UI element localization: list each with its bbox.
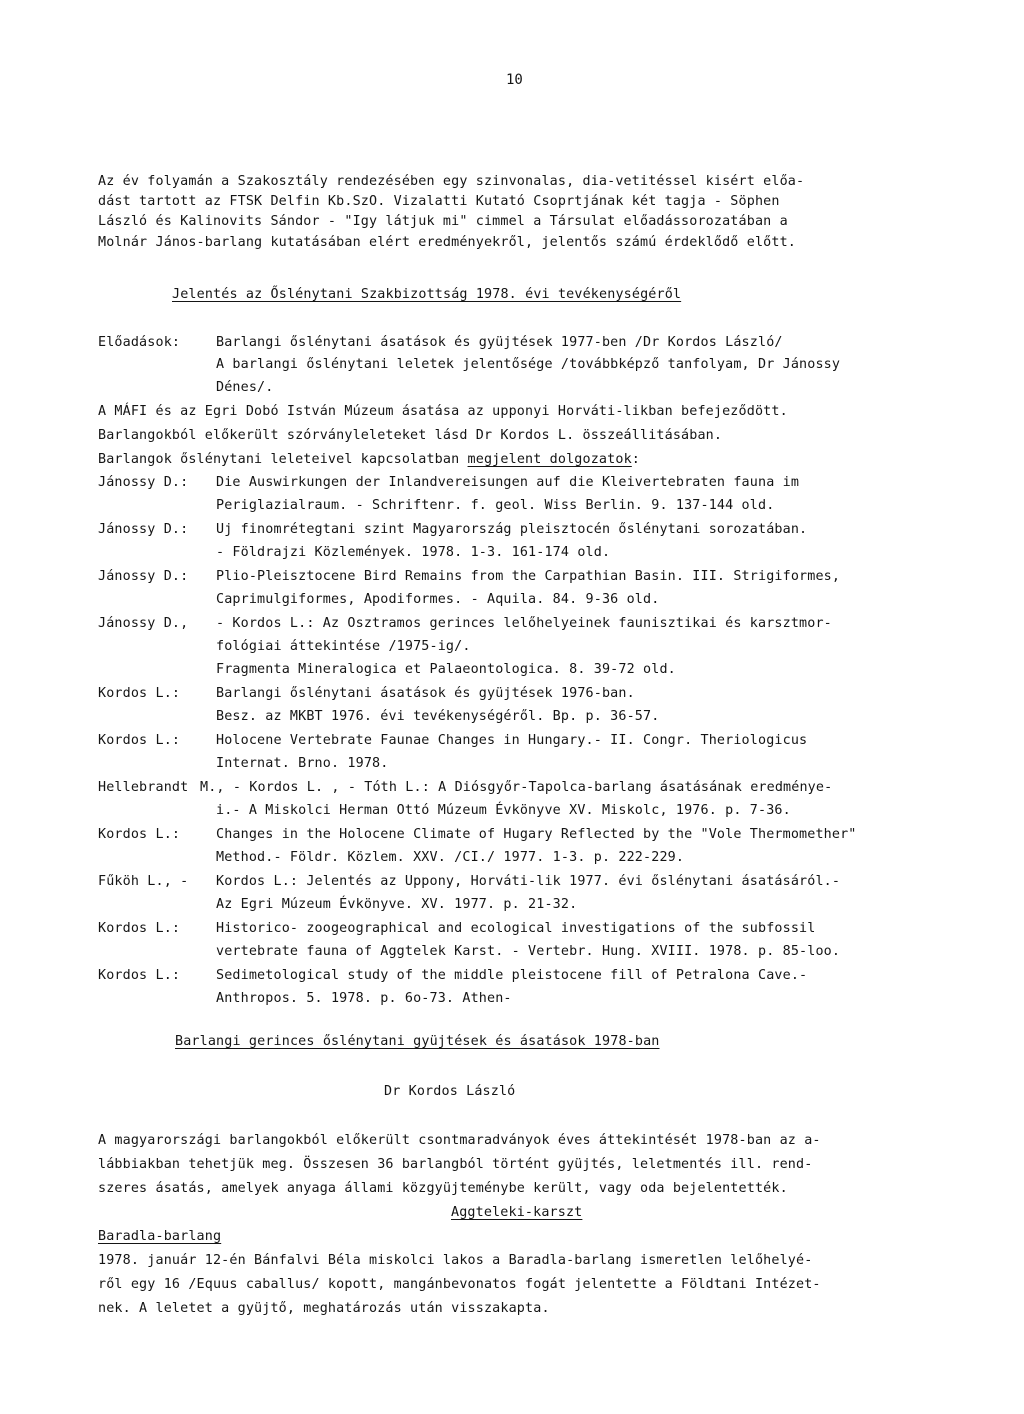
section-paragraph-line: szeres ásatás, amelyek anyaga állami közgyüjteménybe került, vagy oda bejelentették. bbox=[98, 1181, 788, 1196]
pub-line: Die Auswirkungen der Inlandvereisungen auf die Kleivertebraten fauna im bbox=[216, 475, 800, 490]
pub-line: Changes in the Holocene Climate of Hugary Reflected by the "Vole Thermomether" bbox=[216, 827, 857, 842]
pub-author: Kordos L.: bbox=[98, 733, 181, 748]
pub-line: Historico- zoogeographical and ecological investigations of the subfossil bbox=[216, 921, 816, 936]
section-author: Dr Kordos László bbox=[384, 1084, 516, 1099]
report-title: Jelentés az Őslénytani Szakbizottság 1978. évi tevékenységéről bbox=[172, 287, 682, 302]
pub-line: Besz. az MKBT 1976. évi tevékenységéről. Bp. p. 36-57. bbox=[216, 709, 660, 724]
pub-author: Fűköh L., - bbox=[98, 874, 189, 889]
section-title: Barlangi gerinces őslénytani gyüjtések és ásatások 1978-ban bbox=[175, 1034, 660, 1049]
lectures-label: Előadások: bbox=[98, 335, 181, 350]
cave-paragraph-line: nek. A leletet a gyüjtő, meghatározás után visszakapta. bbox=[98, 1301, 550, 1316]
note-line bbox=[98, 450, 640, 470]
lecture-line: Dénes/. bbox=[216, 380, 274, 395]
pub-line: - Kordos L.: Az Osztramos gerinces lelőhelyeinek faunisztikai és karsztmor- bbox=[216, 616, 832, 631]
note-text: Barlangok őslénytani leleteivel kapcsolatban megjelent dolgozatok: bbox=[98, 452, 641, 467]
pub-line: Method.- Földr. Közlem. XXV. /CI./ 1977. 1-3. p. 222-229. bbox=[216, 850, 685, 865]
intro-line: Molnár János-barlang kutatásában elért eredményekről, jelentős számú érdeklődő előtt. bbox=[98, 235, 797, 250]
pub-line: M., - Kordos L. , - Tóth L.: A Diósgyőr-Tapolca-barlang ásatásának eredménye- bbox=[200, 780, 833, 795]
cave-paragraph-line: ről egy 16 /Equus caballus/ kopott, mangánbevonatos fogát jelentette a Földtani Intézet- bbox=[98, 1277, 821, 1292]
pub-line: Internat. Brno. 1978. bbox=[216, 756, 389, 771]
pub-line: fológiai áttekintése /1975-ig/. bbox=[216, 639, 471, 654]
region-title: Aggteleki-karszt bbox=[451, 1205, 583, 1220]
pub-line: Holocene Vertebrate Faunae Changes in Hungary.- II. Congr. Theriologicus bbox=[216, 733, 808, 748]
pub-line: vertebrate fauna of Aggtelek Karst. - Vertebr. Hung. XVIII. 1978. p. 85-loo. bbox=[216, 944, 841, 959]
pub-line: Periglazialraum. - Schriftenr. f. geol. Wiss Berlin. 9. 137-144 old. bbox=[216, 498, 775, 513]
pub-line: Uj finomrétegtani szint Magyarország pleisztocén őslénytani sorozatában. bbox=[216, 522, 808, 537]
pub-line: Sedimetological study of the middle pleistocene fill of Petralona Cave.- bbox=[216, 968, 808, 983]
note-line: Barlangokból előkerült szórványleleteket lásd Dr Kordos L. összeállitásában. bbox=[98, 428, 723, 443]
cave-paragraph-line: 1978. január 12-én Bánfalvi Béla miskolci lakos a Baradla-barlang ismeretlen lelőhelyé- bbox=[98, 1253, 813, 1268]
intro-line: László és Kalinovits Sándor - "Igy látjuk mi" cimmel a Társulat előadássorozatában a bbox=[98, 214, 788, 229]
pub-line: Caprimulgiformes, Apodiformes. - Aquila. 84. 9-36 old. bbox=[216, 592, 660, 607]
cave-title: Baradla-barlang bbox=[98, 1229, 222, 1244]
lecture-line: Barlangi őslénytani ásatások és gyüjtések 1977-ben /Dr Kordos László/ bbox=[216, 335, 783, 350]
section-paragraph-line: lábbiakban tehetjük meg. Összesen 36 barlangból történt gyüjtés, leletmentés ill. rend- bbox=[98, 1157, 813, 1172]
section-paragraph-line: A magyarországi barlangokból előkerült csontmaradványok éves áttekintését 1978-ban az a- bbox=[98, 1133, 821, 1148]
pub-author: Jánossy D.: bbox=[98, 522, 189, 537]
pub-line: i.- A Miskolci Herman Ottó Múzeum Évkönyve XV. Miskolc, 1976. p. 7-36. bbox=[216, 803, 791, 818]
pub-author: Kordos L.: bbox=[98, 827, 181, 842]
pub-author: Kordos L.: bbox=[98, 921, 181, 936]
pub-line: - Földrajzi Közlemények. 1978. 1-3. 161-174 old. bbox=[216, 545, 611, 560]
pub-author: Jánossy D.: bbox=[98, 569, 189, 584]
pub-line: Plio-Pleisztocene Bird Remains from the Carpathian Basin. III. Strigiformes, bbox=[216, 569, 841, 584]
pub-line: Barlangi őslénytani ásatások és gyüjtések 1976-ban. bbox=[216, 686, 635, 701]
pub-author: Jánossy D.: bbox=[98, 475, 189, 490]
page-number: 10 bbox=[506, 72, 523, 88]
pub-author: Kordos L.: bbox=[98, 686, 181, 701]
lecture-line: A barlangi őslénytani leletek jelentősége /továbbképző tanfolyam, Dr Jánossy bbox=[216, 357, 841, 372]
pub-author: Jánossy D., bbox=[98, 616, 189, 631]
pub-line: Fragmenta Mineralogica et Palaeontologica. 8. 39-72 old. bbox=[216, 662, 676, 677]
intro-line: Az év folyamán a Szakosztály rendezésében egy szinvonalas, dia-vetitéssel kisért előa- bbox=[98, 174, 805, 189]
intro-line: dást tartott az FTSK Delfin Kb.SzO. Vizalatti Kutató Csoprtjának két tagja - Söphen bbox=[98, 194, 780, 209]
pub-line: Kordos L.: Jelentés az Uppony, Horváti-lik 1977. évi őslénytani ásatásáról.- bbox=[216, 874, 841, 889]
pub-line: Az Egri Múzeum Évkönyve. XV. 1977. p. 21-32. bbox=[216, 897, 578, 912]
pub-author: Hellebrandt bbox=[98, 780, 189, 795]
note-line: A MÁFI és az Egri Dobó István Múzeum ásatása az upponyi Horváti-likban befejeződött. bbox=[98, 404, 788, 419]
pub-line: Anthropos. 5. 1978. p. 6o-73. Athen- bbox=[216, 991, 512, 1006]
publications-heading: megjelent dolgozatok bbox=[467, 452, 632, 467]
pub-author: Kordos L.: bbox=[98, 968, 181, 983]
